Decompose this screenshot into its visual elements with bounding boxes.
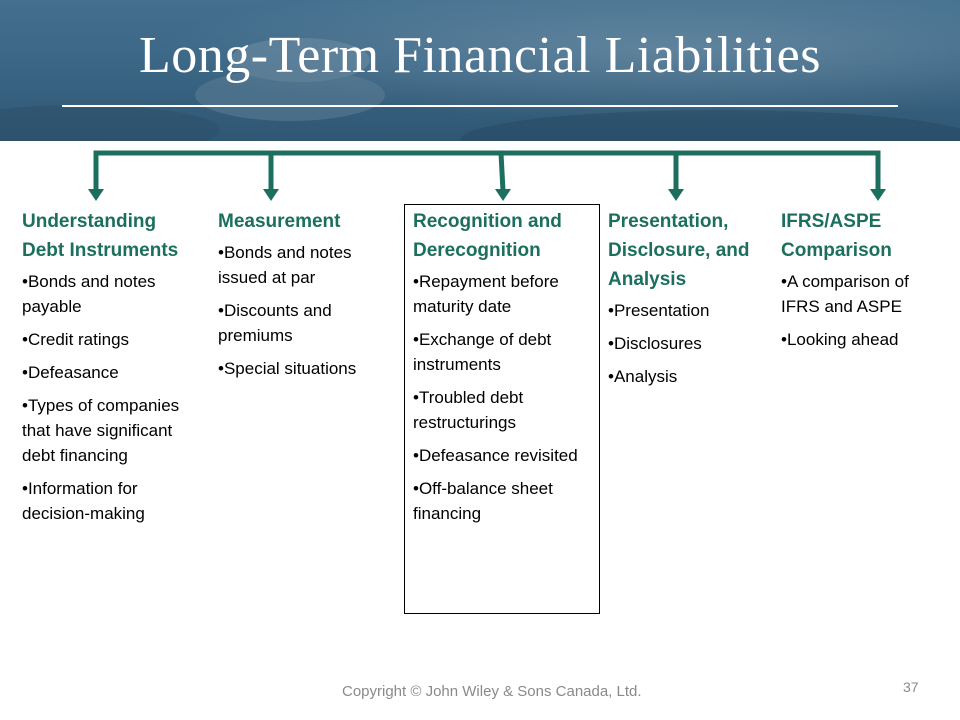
topic-column-recognition xyxy=(413,207,595,534)
topic-bullet: • Credit ratings xyxy=(22,327,200,352)
topic-bullet: • Off-balance sheet financing xyxy=(413,476,595,526)
topic-bullet: • Disclosures xyxy=(608,331,768,356)
copyright-footer: Copyright © John Wiley & Sons Canada, Ltd. xyxy=(342,683,642,700)
topic-bullet: • Defeasance xyxy=(22,360,200,385)
topic-bullet: • Bonds and notes issued at par xyxy=(218,240,398,290)
topic-bullet: • Discounts and premiums xyxy=(218,298,398,348)
topic-bullet: • Repayment before maturity date xyxy=(413,269,595,319)
title-underline xyxy=(62,105,898,107)
topic-title: Recognition and Derecognition xyxy=(413,211,562,261)
topic-bullet: • Looking ahead xyxy=(781,327,951,352)
topic-connector-arrows xyxy=(0,141,960,211)
topic-bullet: • Exchange of debt instruments xyxy=(413,327,595,377)
topic-bullet: • Defeasance revisited xyxy=(413,443,595,468)
slide-title: Long-Term Financial Liabilities xyxy=(139,27,821,84)
topic-column-presentation xyxy=(608,207,768,397)
topic-bullet: • Information for decision-making xyxy=(22,476,200,526)
topic-bullet: • Types of companies that have significant debt financing xyxy=(22,393,200,468)
topic-bullet: • Troubled debt restructurings xyxy=(413,385,595,435)
topic-title: Presentation, Disclosure, and Analysis xyxy=(608,211,750,290)
page-number: 37 xyxy=(903,679,919,695)
topic-column-understanding-debt xyxy=(22,207,200,534)
topic-title: Measurement xyxy=(218,211,341,232)
topic-bullet: • Bonds and notes payable xyxy=(22,269,200,319)
topic-column-ifrs-aspe xyxy=(781,207,951,360)
topic-title: Understanding Debt Instruments xyxy=(22,211,179,261)
topic-bullet: • A comparison of IFRS and ASPE xyxy=(781,269,951,319)
topic-bullet: • Presentation xyxy=(608,298,768,323)
topic-column-measurement xyxy=(218,207,398,389)
topic-title: IFRS/ASPE Comparison xyxy=(781,211,892,261)
title-banner xyxy=(0,0,960,141)
topic-bullet: • Analysis xyxy=(608,364,768,389)
topic-bullet: • Special situations xyxy=(218,356,398,381)
